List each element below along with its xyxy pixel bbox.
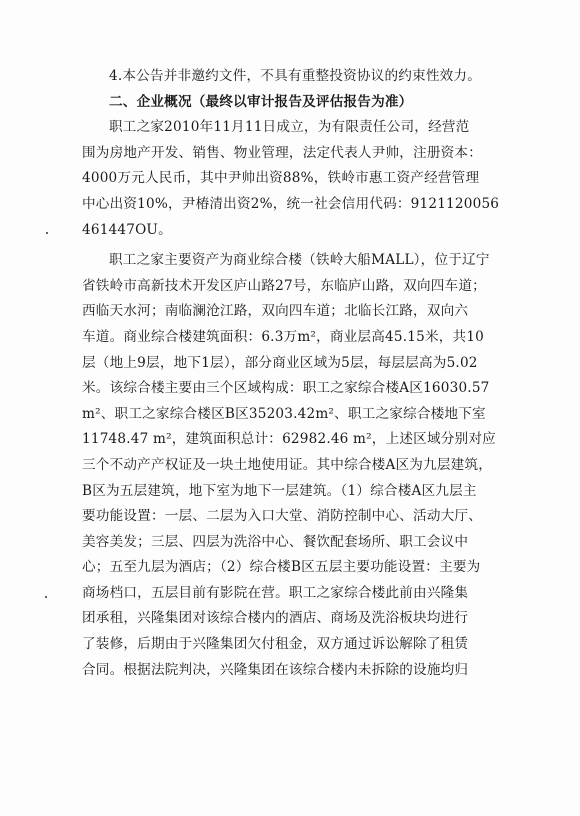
- paragraph-company-registration: [82, 115, 500, 243]
- paragraph-line: 省铁岭市高新技术开发区庐山路27号，东临庐山路，双向四车道；: [82, 277, 486, 294]
- scan-speck: [46, 232, 48, 234]
- paragraph-line: m²、职工之家综合楼区B区35203.42m²、职工之家综合楼地下室: [82, 405, 486, 422]
- paragraph-line: 中心出资10%，尹椿清出资2%，统一社会信用代码：9121120056: [82, 195, 500, 212]
- paragraph-line: 围为房地产开发、销售、物业管理，法定代表人尹帅，注册资本：: [82, 144, 483, 161]
- paragraph-line: 商场档口，五层目前有影院在营。职工之家综合楼此前由兴隆集: [82, 584, 469, 601]
- paragraph-line: 了装修，后期由于兴隆集团欠付租金，双方通过诉讼解除了租赁: [82, 636, 469, 653]
- paragraph-line: 职工之家2010年11月11日成立，为有限责任公司，经营范: [109, 119, 470, 136]
- paragraph-line: 461447OU。: [82, 221, 172, 238]
- paragraph-line: 层（地上9层，地下1层），部分商业区域为5层，每层层高为5.02: [82, 354, 478, 371]
- paragraph-line: 11748.47 m²，建筑面积总计：62982.46 m²，上述区域分别对应: [82, 431, 496, 448]
- paragraph-line: 西临天水河；南临澜沧江路，双向四车道；北临长江路，双向六: [82, 303, 469, 320]
- section-heading: 二、企业概况（最终以审计报告及评估报告为准）: [109, 93, 413, 110]
- document-body: [82, 64, 500, 683]
- paragraph-line: 心；五至九层为酒店；（2）综合楼B区五层主要功能设置：主要为: [82, 559, 481, 576]
- paragraph-line: 米。该综合楼主要由三个区域构成：职工之家综合楼A区16030.57: [82, 380, 490, 397]
- paragraph-line: 职工之家主要资产为商业综合楼（铁岭大船MALL），位于辽宁: [109, 252, 490, 269]
- paragraph-line: B区为五层建筑，地下室为地下一层建筑。（1）综合楼A区九层主: [82, 482, 477, 499]
- paragraph-line: 三个不动产产权证及一块土地使用证。其中综合楼A区为九层建筑，: [82, 456, 493, 473]
- paragraph-line: 美容美发；三层、四层为洗浴中心、餐饮配套场所、职工会议中: [82, 533, 469, 550]
- paragraph-main-assets: [82, 248, 500, 683]
- paragraph-line: 团承租，兴隆集团对该综合楼内的酒店、商场及洗浴板块均进行: [82, 610, 469, 627]
- scan-speck: [45, 596, 47, 598]
- paragraph-line: 4000万元人民币，其中尹帅出资88%，铁岭市惠工资产经营管理: [82, 170, 480, 187]
- paragraph-line: 合同。根据法院判决，兴隆集团在该综合楼内未拆除的设施均归: [82, 661, 469, 678]
- paragraph-line: 车道。商业综合楼建筑面积：6.3万m²，商业层高45.15米，共10: [82, 328, 485, 345]
- notice-item-4: 4.本公告并非邀约文件，不具有重整投资协议的约束性效力。: [109, 68, 482, 84]
- paragraph-line: 要功能设置：一层、二层为入口大堂、消防控制中心、活动大厅、: [82, 508, 483, 525]
